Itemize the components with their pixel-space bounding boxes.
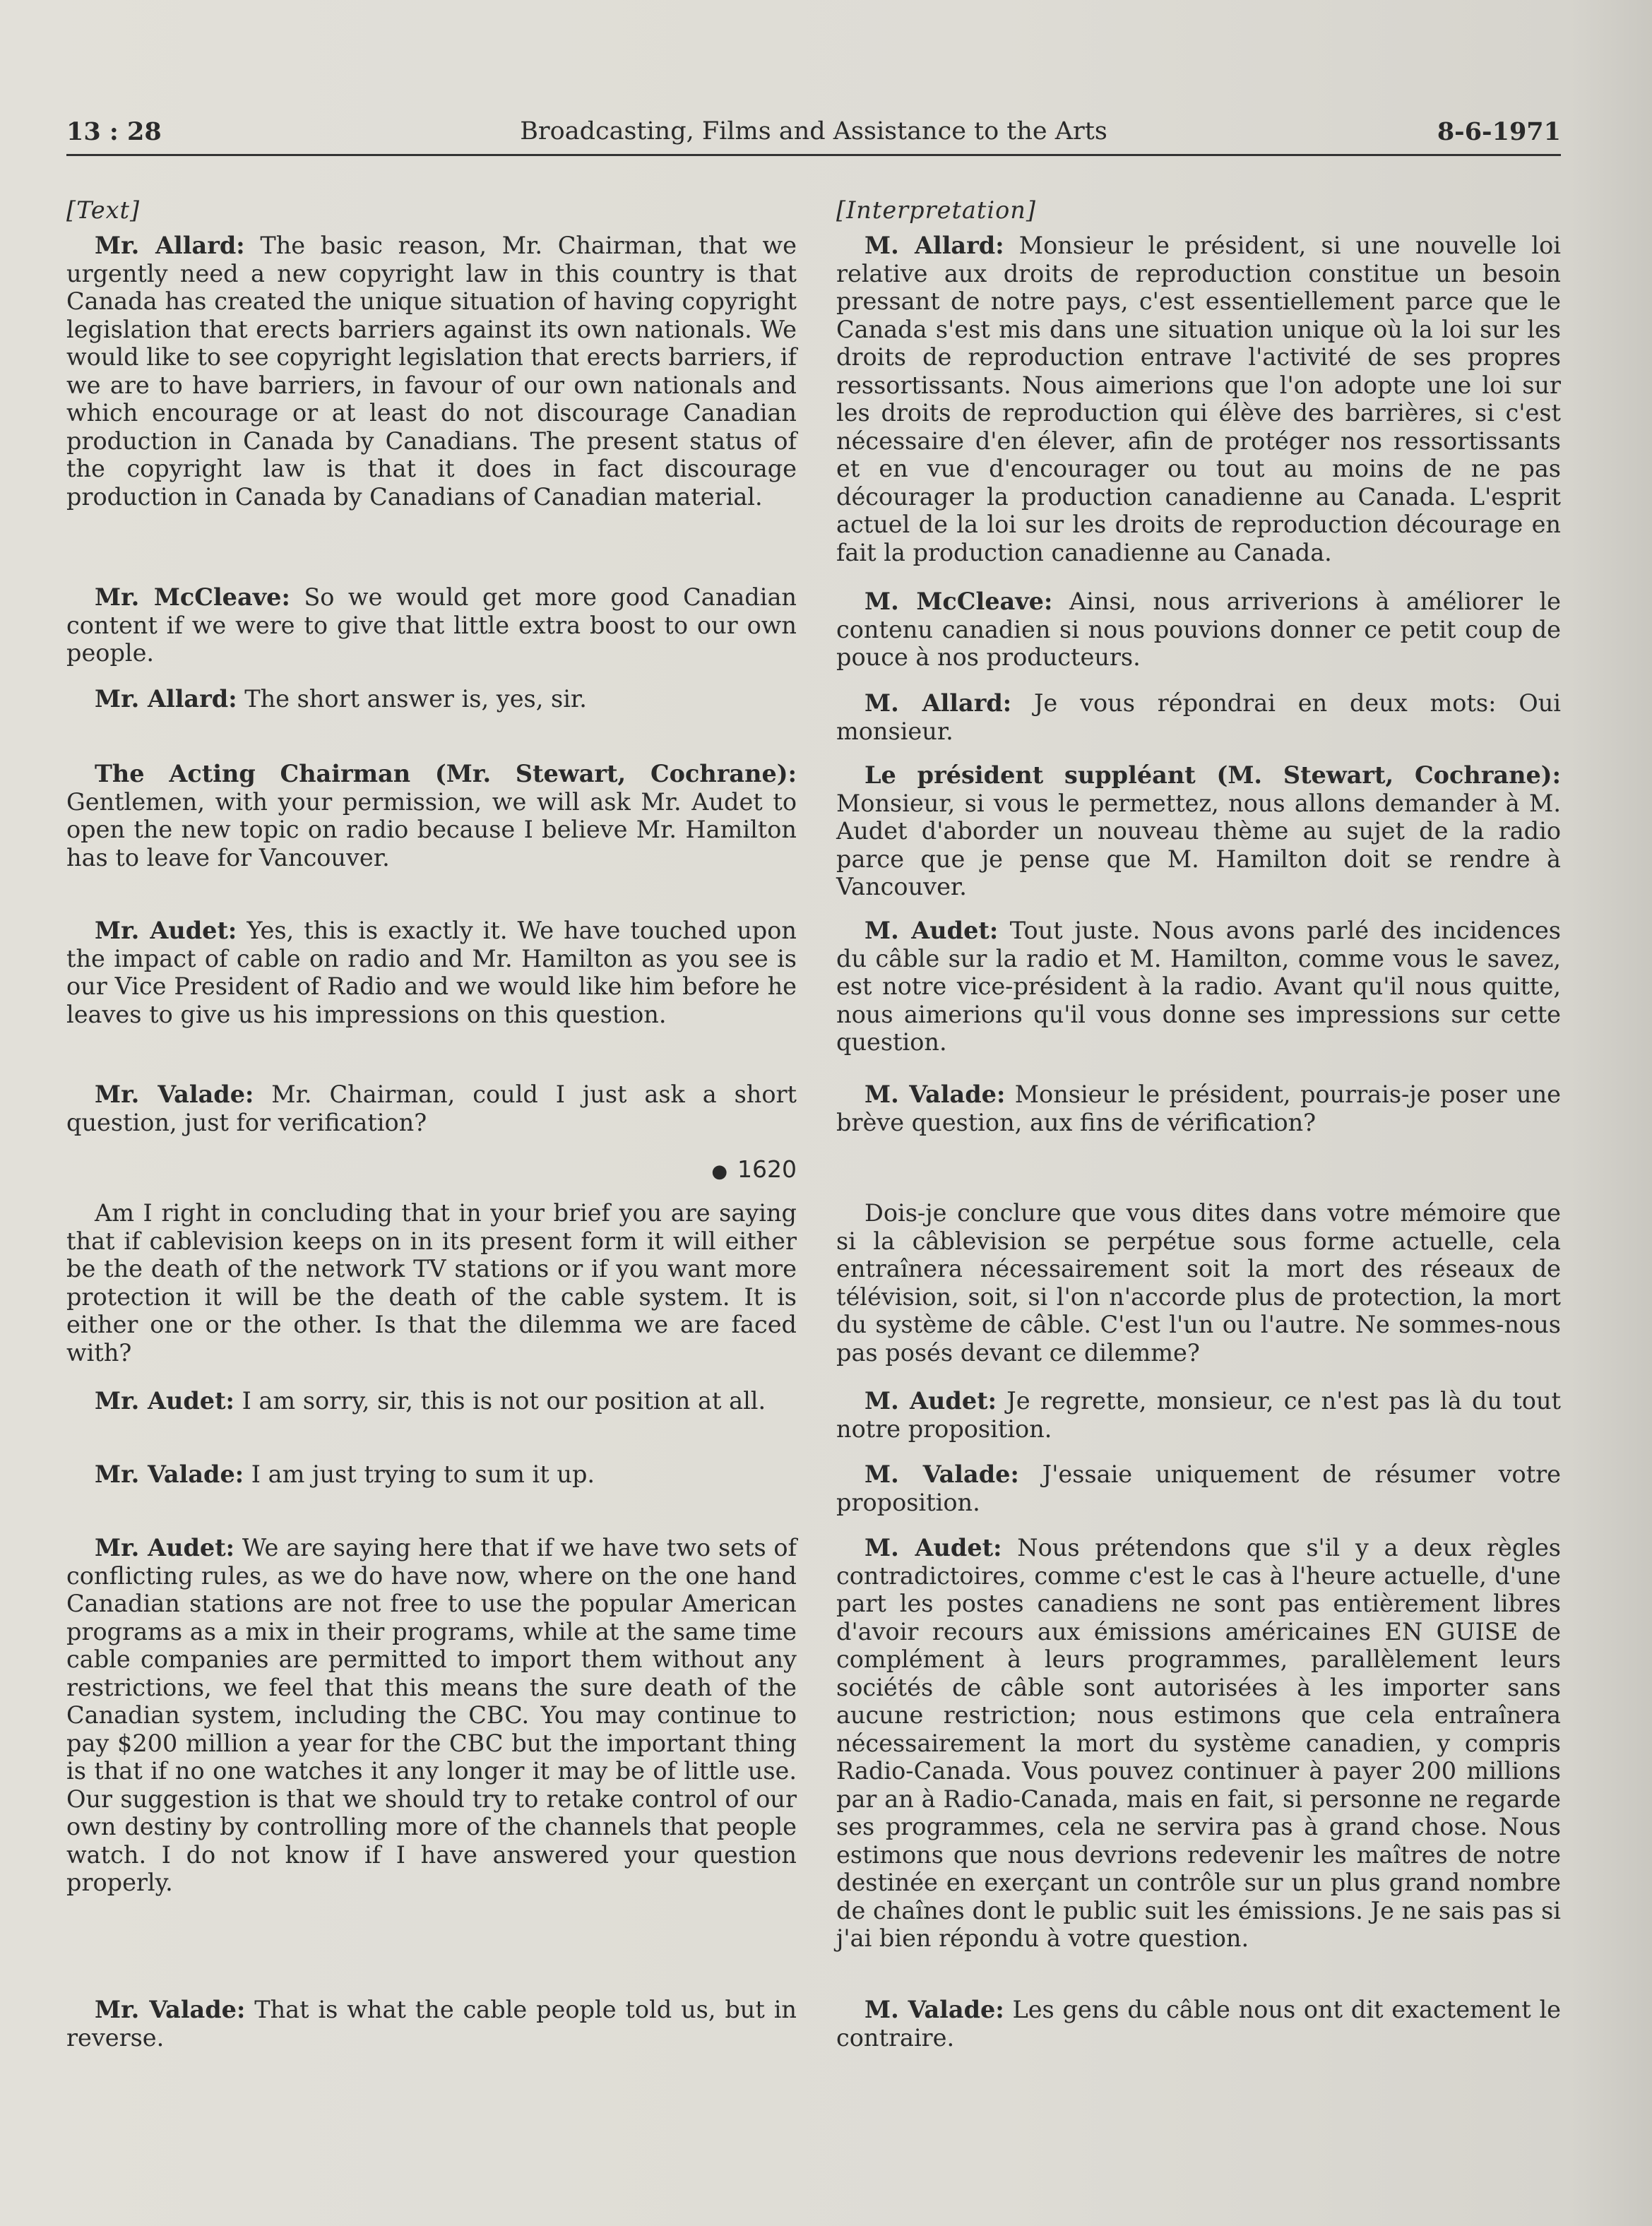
paragraph-audet-3 bbox=[66, 1534, 797, 1897]
speaker-name: M. McCleave: bbox=[864, 588, 1053, 615]
speech-text: I am just trying to sum it up. bbox=[244, 1460, 595, 1488]
speaker-name: M. Audet: bbox=[864, 1387, 997, 1415]
paragraph-valade-question bbox=[66, 1199, 797, 1367]
speaker-name: The Acting Chairman (Mr. Stewart, Cochrane): bbox=[95, 760, 797, 787]
speech-text: Ainsi, nous arriverions à améliorer le contenu canadien si nous pouvions donner ce petit coup de pouce à nos producteurs. bbox=[836, 588, 1561, 671]
speech-text: Je vous répondrai en deux mots: Oui monsieur. bbox=[836, 689, 1561, 745]
header-date: 8-6-1971 bbox=[1437, 117, 1561, 146]
publication-title: Broadcasting, Films and Assistance to the Arts bbox=[520, 117, 1107, 145]
speaker-name: M. Allard: bbox=[864, 232, 1004, 259]
paragraph-mccleave-fr bbox=[836, 588, 1561, 672]
paragraph-allard-2-fr bbox=[836, 689, 1561, 745]
speech-text: We are saying here that if we have two sets of conflicting rules, as we do have now, where on the one hand Canadian stations are not free to use the popular American programs as a mix in their programs, while at the same time cable companies are permitted to import them without any restrictions, we feel that this means the sure death of the Canadian system, including the CBC. You may continue to pay $200 million a year for the CBC but the important thing is that if no one watches it any longer it may be of little use. Our suggestion is that we should try to retake control of our own destiny by controlling more of the channels that people watch. I do not know if I have answered your question properly. bbox=[66, 1534, 797, 1896]
time-marker bbox=[711, 1155, 797, 1186]
speaker-name: M. Valade: bbox=[864, 1996, 1004, 2023]
speaker-name: M. Valade: bbox=[864, 1081, 1006, 1108]
page-reference: 13 : 28 bbox=[66, 117, 162, 146]
paragraph-valade-2 bbox=[66, 1460, 797, 1489]
time-marker-value: 1620 bbox=[737, 1155, 797, 1183]
speaker-name: Mr. Valade: bbox=[95, 1081, 254, 1108]
paragraph-audet-1 bbox=[66, 917, 797, 1028]
speaker-name: Mr. McCleave: bbox=[95, 583, 290, 611]
speech-text: Gentlemen, with your permission, we will ask Mr. Audet to open the new topic on radio because I believe Mr. Hamilton has to leave for Vancouver. bbox=[66, 787, 797, 871]
speaker-name: Mr. Valade: bbox=[95, 1996, 246, 2023]
speaker-name: Mr. Valade: bbox=[95, 1460, 244, 1488]
english-column bbox=[66, 196, 797, 2052]
speech-text: The short answer is, yes, sir. bbox=[237, 685, 587, 713]
speaker-name: M. Allard: bbox=[864, 689, 1012, 717]
speaker-name: Mr. Audet: bbox=[95, 917, 237, 944]
speech-text: So we would get more good Canadian content if we were to give that little extra boost to our own people. bbox=[66, 583, 797, 667]
paragraph-audet-1-fr bbox=[836, 917, 1561, 1057]
speaker-name: M. Valade: bbox=[864, 1460, 1019, 1488]
paragraph-audet-3-fr bbox=[836, 1534, 1561, 1953]
running-header bbox=[66, 112, 1561, 156]
speech-text: Monsieur, si vous le permettez, nous allons demander à M. Audet d'aborder un nouveau thème au sujet de la radio parce que je pense que M. Hamilton doit se rendre à Vancouver. bbox=[836, 789, 1561, 900]
interpretation-tag: [Interpretation] bbox=[836, 196, 1036, 224]
paragraph-audet-2-fr bbox=[836, 1387, 1561, 1443]
paragraph-valade-1 bbox=[66, 1081, 797, 1136]
paragraph-valade-2-fr bbox=[836, 1460, 1561, 1516]
speech-text: Am I right in concluding that in your brief you are saying that if cablevision keeps on in its present form it will either be the death of the network TV stations or if you want more protection it will be the death of the cable system. It is either one or the other. Is that the dilemma we are faced with? bbox=[66, 1199, 797, 1367]
speaker-name: Mr. Allard: bbox=[95, 232, 245, 259]
paragraph-valade-1-fr bbox=[836, 1081, 1561, 1136]
paragraph-mccleave bbox=[66, 583, 797, 667]
paragraph-acting-chairman bbox=[66, 760, 797, 871]
speech-text: That is what the cable people told us, but in reverse. bbox=[66, 1996, 797, 2052]
speech-text: I am sorry, sir, this is not our position at all. bbox=[234, 1387, 766, 1415]
speaker-name: Mr. Audet: bbox=[95, 1387, 234, 1415]
paragraph-audet-2 bbox=[66, 1387, 797, 1415]
french-column bbox=[836, 196, 1561, 2052]
speech-text: The basic reason, Mr. Chairman, that we urgently need a new copyright law in this country is that Canada has created the unique situation of having copyright legislation that erects barriers against its own nationals. We would like to see copyright legislation that erects barriers, if we are to have barriers, in favour of our own nationals and which encourage or at least do not discourage Canadian production in Canada by Canadians. The present status of the copyright law is that it does in fact discourage production in Canada by Canadians of Canadian material. bbox=[66, 232, 797, 511]
speech-text: Les gens du câble nous ont dit exactement le contraire. bbox=[836, 1996, 1561, 2052]
paragraph-allard-1-fr bbox=[836, 232, 1561, 566]
speaker-name: M. Audet: bbox=[864, 917, 999, 944]
paragraph-valade-question-fr bbox=[836, 1199, 1561, 1367]
speaker-name: M. Audet: bbox=[864, 1534, 1002, 1561]
speech-text: Tout juste. Nous avons parlé des incidences du câble sur la radio et M. Hamilton, comme vous le savez, est notre vice-président à la radio. Avant qu'il nous quitte, nous aimerions qu'il vous donne ses impressions sur cette question. bbox=[836, 917, 1561, 1056]
paragraph-valade-3-fr bbox=[836, 1996, 1561, 2052]
bullet-icon: ● bbox=[711, 1161, 728, 1182]
speech-text: Monsieur le président, si une nouvelle loi relative aux droits de reproduction constitue un besoin pressant de notre pays, c'est essentiellement parce que le Canada s'est mis dans une situation unique où la loi sur les droits de reproduction entrave l'activité de ses propres ressortissants. Nous aimerions que l'on adopte une loi sur les droits de reproduction qui élève des barrières, si c'est nécessaire d'en élever, afin de protéger nos ressortissants et en vue d'encourager ou tout au moins de ne pas décourager la production canadienne au Canada. L'esprit actuel de la loi sur les droits de reproduction décourage en fait la production canadienne au Canada. bbox=[836, 232, 1561, 566]
speech-text: Mr. Chairman, could I just ask a short question, just for verification? bbox=[66, 1081, 797, 1136]
paragraph-allard-2 bbox=[66, 685, 797, 713]
paragraph-allard-1 bbox=[66, 232, 797, 511]
speech-text: Yes, this is exactly it. We have touched upon the impact of cable on radio and Mr. Hamilton as you see is our Vice President of Radio and we would like him before he leaves to give us his impressions on this question. bbox=[66, 917, 797, 1028]
speech-text: J'essaie uniquement de résumer votre proposition. bbox=[836, 1460, 1561, 1516]
speech-text: Monsieur le président, pourrais-je poser une brève question, aux fins de vérification? bbox=[836, 1081, 1561, 1136]
paragraph-acting-chairman-fr bbox=[836, 761, 1561, 901]
text-tag: [Text] bbox=[66, 196, 141, 224]
paragraph-valade-3 bbox=[66, 1996, 797, 2052]
speech-text: Nous prétendons que s'il y a deux règles contradictoires, comme c'est le cas à l'heure actuelle, d'une part les postes canadiens ne sont pas entièrement libres d'avoir recours aux émissions américaines EN GUISE de complément à leurs programmes, parallèlement leurs sociétés de câble sont autorisées à les importer sans aucune restriction; nous estimons que cela entraînera nécessairement la mort du système canadien, y compris Radio-Canada. Vous pouvez continuer à payer 200 millions par an à Radio-Canada, mais en fait, si personne ne regarde ses programmes, cela ne servira pas à grand chose. Nous estimons que nous devrions redevenir les maîtres de notre destinée en exerçant un contrôle sur un plus grand nombre de chaînes dont le public suit les émissions. Je ne sais pas si j'ai bien répondu à votre question. bbox=[836, 1534, 1561, 1952]
speaker-name: Mr. Audet: bbox=[95, 1534, 235, 1561]
speech-text: Je regrette, monsieur, ce n'est pas là du tout notre proposition. bbox=[836, 1387, 1561, 1443]
speech-text: Dois-je conclure que vous dites dans votre mémoire que si la câblevision se perpétue sous forme actuelle, cela entraînera nécessairement soit la mort des réseaux de télévision, soit, si l'on n'accorde plus de protection, la mort du système de câble. C'est l'un ou l'autre. Ne sommes-nous pas posés devant ce dilemme? bbox=[836, 1199, 1561, 1367]
speaker-name: Mr. Allard: bbox=[95, 685, 237, 713]
speaker-name: Le président suppléant (M. Stewart, Cochrane): bbox=[864, 761, 1561, 789]
